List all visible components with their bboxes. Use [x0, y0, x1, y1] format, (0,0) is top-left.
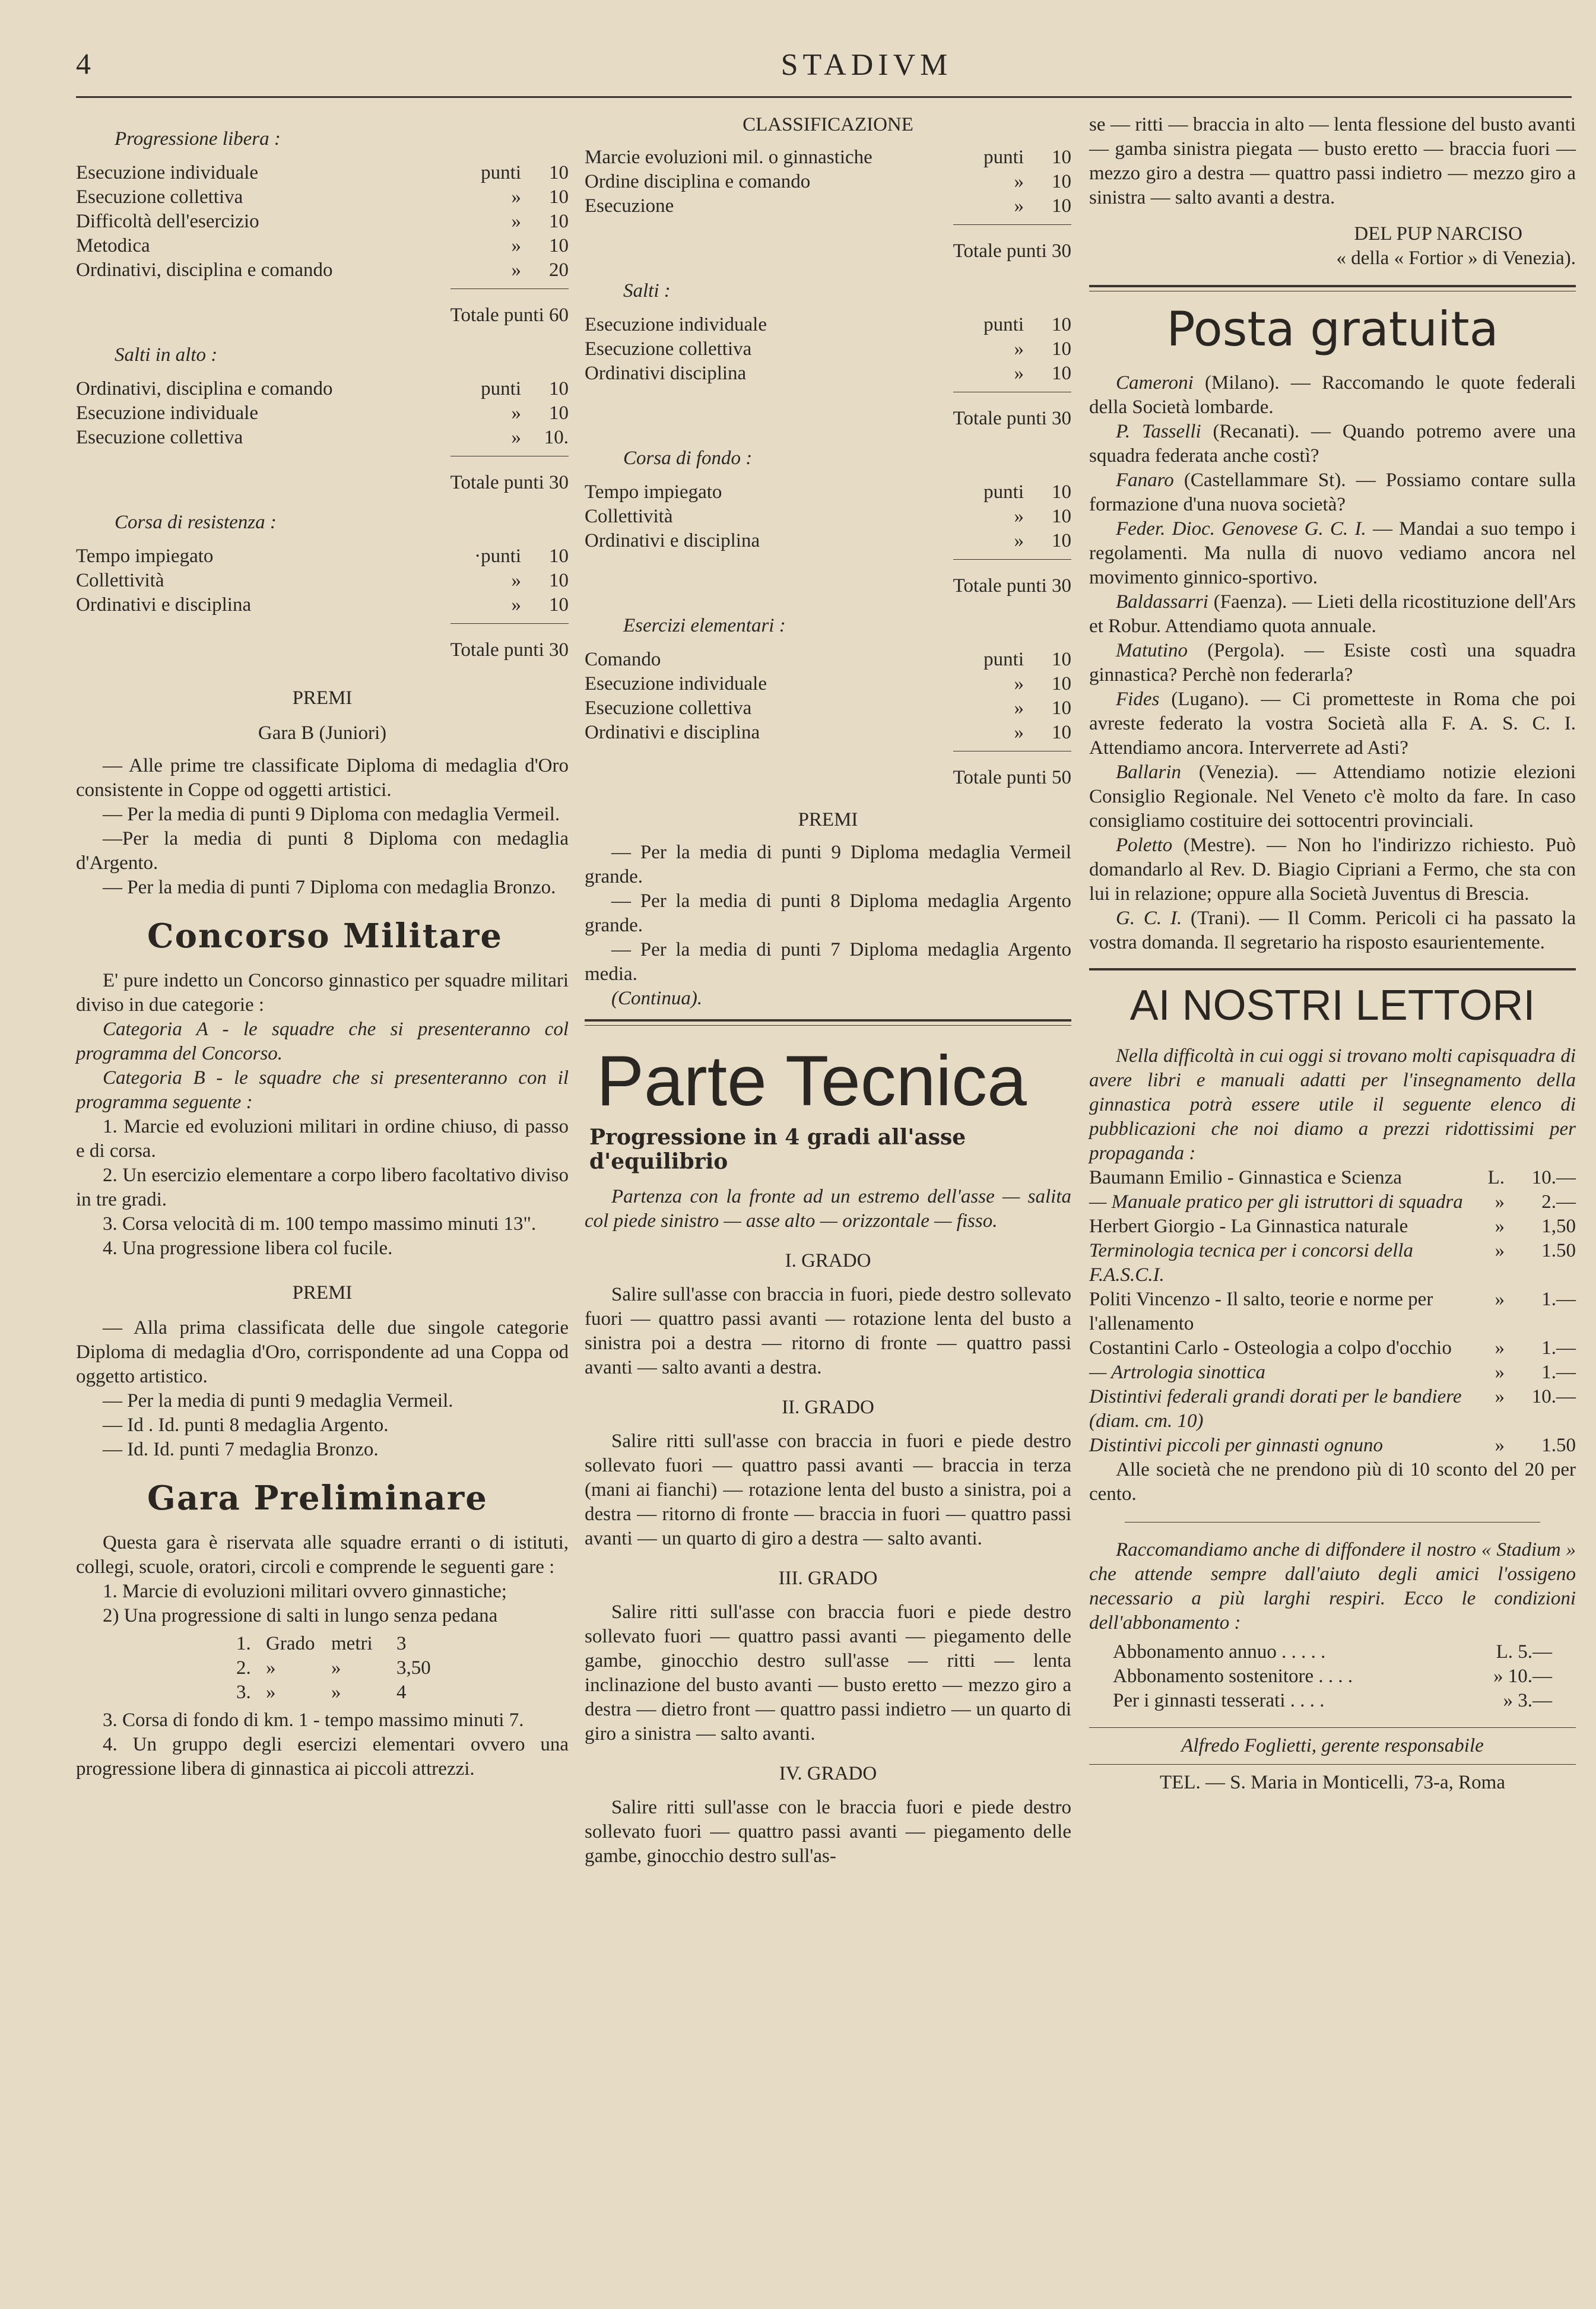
- score-unit: punti: [481, 378, 521, 399]
- paragraph: 1. Marcie ed evoluzioni militari in ordine chiuso, di passo e di corsa.: [76, 1116, 569, 1162]
- gara-b-heading: Gara B (Juniori): [258, 722, 387, 744]
- score-total: [585, 559, 1071, 598]
- posta-text: (Castellammare St). — Possiamo contare sulla formazione d'una nuova società?: [1089, 470, 1576, 515]
- score-row: [585, 696, 1071, 721]
- score-value: 10: [549, 186, 569, 208]
- book-text: Baumann Emilio - Ginnastica e Scienza: [1089, 1167, 1402, 1188]
- score-unit: punti: [983, 649, 1024, 670]
- grado-heading: III. GRADO: [778, 1568, 878, 1589]
- parte-tecnica-heading: Parte Tecnica: [596, 1041, 1027, 1121]
- paragraph: — Per la media di punti 9 Diploma medaglia Vermeil grande.: [585, 842, 1071, 887]
- author-name: DEL PUP NARCISO: [1354, 223, 1522, 245]
- paragraph: Salire ritti sull'asse con braccia in fuori e piede destro sollevato fuori — quattro passi avanti — braccia in terza (mani ai fianchi) — rotazione lenta del busto a sinistra, poi a destra — ritorno di fronte — braccia in fuori — quattro passi avanti — un quarto di giro a destra — salto avanti.: [585, 1431, 1071, 1549]
- score-unit: »: [511, 235, 521, 256]
- paragraph: Salire ritti sull'asse con braccia fuori e piede destro sollevato fuori — quattro passi avanti — piegamento delle gambe, ginocchio destro sull'asse — ritti — lenta inclinazione del busto avanti — busto eretto — mezzo giro a destra — dietro front — quattro passi indietro — un quarto di giro a sinistra — salto avanti.: [585, 1601, 1071, 1745]
- score-row: [585, 648, 1071, 672]
- posta-text: (Trani). — Il Comm. Pericoli ci ha passato la vostra domanda. Il segretario ha risposto esaurientemente.: [1089, 908, 1576, 953]
- score-unit: »: [1014, 673, 1024, 694]
- score-unit: »: [1014, 722, 1024, 743]
- score-unit: »: [1014, 338, 1024, 360]
- grado-heading: II. GRADO: [782, 1397, 874, 1418]
- score-value: 10: [1052, 506, 1071, 527]
- top-rule: [76, 96, 1572, 98]
- book-text: Politi Vincenzo - Il salto, teorie e norme per l'allenamento: [1089, 1289, 1433, 1334]
- score-value: 10.: [544, 427, 569, 448]
- score-value: 20: [549, 259, 569, 281]
- score-unit: »: [511, 259, 521, 281]
- book-price: 1.—: [1541, 1362, 1576, 1383]
- paragraph: Nella difficoltà in cui oggi si trovano molti capisquadra di avere libri e manuali adatti per l'insegnamento della ginnastica potrà essere utile il seguente elenco di pubblicazioni che noi diamo a prezzi ridottissimi per propaganda :: [1089, 1045, 1576, 1164]
- grado-heading: IV. GRADO: [779, 1763, 877, 1784]
- book-item: [1089, 1239, 1576, 1287]
- grado-row: [236, 1632, 569, 1656]
- score-label: Ordine disciplina e comando: [585, 171, 811, 192]
- score-label: Esecuzione: [585, 195, 674, 217]
- score-label: Esecuzione collettiva: [76, 186, 243, 208]
- book-item: [1089, 1433, 1576, 1458]
- score-table: [585, 648, 1071, 745]
- paragraph: E' pure indetto un Concorso ginnastico per squadre militari diviso in due categorie :: [76, 970, 569, 1016]
- paragraph: Raccomandiamo anche di diffondere il nostro « Stadium » che attende sempre dall'aiuto degli amici l'ossigeno necessario a più larghi respiri. Ecco le condizioni dell'abbonamento :: [1089, 1539, 1576, 1634]
- paragraph: 2. Un esercizio elementare a corpo libero facoltativo diviso in tre gradi.: [76, 1165, 569, 1210]
- page-number: 4: [76, 47, 91, 80]
- posta-text: (Recanati). — Quando potremo avere una squadra federata anche costì?: [1089, 421, 1576, 467]
- paragraph: — Per la media di punti 8 Diploma medaglia Argento grande.: [585, 890, 1071, 936]
- paragraph: — Per la media di punti 7 Diploma con medaglia Bronzo.: [103, 877, 556, 898]
- telephone-address: TEL. — S. Maria in Monticelli, 73-a, Roma: [1160, 1772, 1505, 1793]
- book-currency: »: [1495, 1191, 1505, 1213]
- score-row: [76, 377, 569, 401]
- score-row: [76, 593, 569, 617]
- score-row: [585, 194, 1071, 218]
- paragraph: — Per la media di punti 9 Diploma con medaglia Vermeil.: [103, 804, 560, 825]
- premi-heading: PREMI: [798, 809, 858, 830]
- column-3: [1089, 113, 1576, 1795]
- abbonamento-item: [1113, 1689, 1552, 1713]
- paragraph: Salire sull'asse con braccia in fuori, piede destro sollevato fuori — quattro passi avanti — rotazione lenta del busto a sinistra poi a destra — ritorno di fronte — quattro passi avanti — salto avanti a destra.: [585, 1284, 1071, 1378]
- posta-text: — Mandai a suo tempo i regolamenti. Ma nulla di nuovo vediamo ancora nel movimento ginnico-sportivo.: [1089, 518, 1576, 588]
- posta-item: [1089, 517, 1576, 590]
- score-value: 10: [549, 235, 569, 256]
- score-label: Collettività: [585, 506, 673, 527]
- score-row: [585, 313, 1071, 337]
- posta-name: Baldassarri: [1116, 591, 1208, 613]
- book-text: — Manuale pratico per gli istruttori di squadra: [1089, 1191, 1463, 1213]
- score-total: [585, 751, 1071, 790]
- score-unit: »: [511, 186, 521, 208]
- score-label: Ordinativi e disciplina: [585, 530, 760, 551]
- abbonamento-price: » 10.—: [1493, 1666, 1552, 1687]
- posta-item: [1089, 468, 1576, 517]
- score-value: 10: [1052, 481, 1071, 503]
- score-total: [585, 224, 1071, 264]
- grado-row: [236, 1680, 569, 1705]
- score-unit: punti: [481, 162, 521, 183]
- gara-preliminare-heading: Gara Preliminare: [147, 1479, 488, 1518]
- score-value: 10: [549, 570, 569, 591]
- score-value: 10: [549, 162, 569, 183]
- posta-name: Poletto: [1116, 835, 1173, 856]
- score-row: [585, 361, 1071, 386]
- book-currency: »: [1495, 1337, 1505, 1359]
- posta-name: Ballarin: [1116, 762, 1182, 783]
- book-list: [1089, 1166, 1576, 1458]
- score-total: [76, 456, 569, 495]
- posta-item: [1089, 687, 1576, 760]
- posta-item: [1089, 420, 1576, 468]
- book-text: — Artrologia sinottica: [1089, 1362, 1266, 1383]
- score-table: [76, 544, 569, 617]
- paragraph: Categoria A - le squadre che si presenteranno col programma del Concorso.: [76, 1019, 569, 1064]
- posta-text: (Faenza). — Lieti della ricostituzione dell'Ars et Robur. Attendiamo quota annuale.: [1089, 591, 1576, 637]
- section-rule: [1089, 285, 1576, 287]
- score-row: [585, 505, 1071, 529]
- book-item: [1089, 1190, 1576, 1214]
- score-unit: »: [1014, 697, 1024, 719]
- score-label: Difficoltà dell'esercizio: [76, 211, 259, 232]
- column-2: [585, 113, 1071, 1869]
- grado-c: 3: [396, 1633, 407, 1654]
- masthead: STADIVM: [780, 48, 953, 82]
- score-value: 10: [1052, 147, 1071, 168]
- book-currency: L.: [1487, 1167, 1505, 1188]
- score-value: 10: [1052, 530, 1071, 551]
- book-item: [1089, 1336, 1576, 1360]
- section-rule: [1125, 1522, 1540, 1523]
- paragraph: Salire ritti sull'asse con le braccia fuori e piede destro sollevato fuori — quattro passi avanti — piegamento delle gambe, ginocchio destro sull'as-: [585, 1797, 1071, 1867]
- posta-item: [1089, 906, 1576, 955]
- score-row: [585, 529, 1071, 553]
- book-item: [1089, 1360, 1576, 1385]
- grado-n: 1.: [236, 1633, 251, 1654]
- paragraph: — Alle prime tre classificate Diploma di medaglia d'Oro consistente in Coppe od oggetti artistici.: [76, 755, 569, 801]
- gerente: Alfredo Foglietti, gerente responsabile: [1181, 1735, 1484, 1756]
- paragraph: se — ritti — braccia in alto — lenta flessione del busto avanti — gamba sinistra piegata — busto eretto — braccia fuori — mezzo giro a destra — quattro passi indietro — mezzo giro a sinistra — salto avanti a destra.: [1089, 114, 1576, 208]
- posta-name: Fides: [1116, 689, 1160, 710]
- book-text: Distintivi federali grandi dorati per le bandiere (diam. cm. 10): [1089, 1386, 1462, 1432]
- score-value: 10: [549, 594, 569, 616]
- paragraph: 4. Una progressione libera col fucile.: [103, 1238, 393, 1259]
- paragraph: — Id. Id. punti 7 medaglia Bronzo.: [103, 1439, 379, 1460]
- abbonamento-price: L. 5.—: [1496, 1641, 1552, 1663]
- section-subtitle: Salti :: [623, 280, 671, 302]
- column-1: [76, 113, 569, 1781]
- book-price: 1.50: [1541, 1240, 1576, 1261]
- book-item: [1089, 1166, 1576, 1190]
- score-row: [76, 569, 569, 593]
- posta-name: Cameroni: [1116, 372, 1194, 394]
- score-label: Esecuzione collettiva: [585, 338, 752, 360]
- paragraph: — Alla prima classificata delle due singole categorie Diploma di medaglia d'Oro, corrispondente ad una Coppa od oggetto artistico.: [76, 1317, 569, 1387]
- score-row: [76, 544, 569, 569]
- score-label: Metodica: [76, 235, 150, 256]
- score-label: Ordinativi, disciplina e comando: [76, 259, 333, 281]
- score-value: 10: [549, 402, 569, 424]
- grado-c: 3,50: [396, 1657, 431, 1679]
- score-unit: »: [511, 427, 521, 448]
- score-row: [76, 426, 569, 450]
- score-row: [585, 480, 1071, 505]
- score-row: [585, 145, 1071, 170]
- score-value: 10: [549, 211, 569, 232]
- score-label: Ordinativi e disciplina: [76, 594, 252, 616]
- book-currency: »: [1495, 1362, 1505, 1383]
- score-label: Esecuzione individuale: [585, 673, 767, 694]
- score-total-text: Totale punti 30: [450, 456, 569, 495]
- grado-a: Grado: [266, 1633, 315, 1654]
- book-text: Herbert Giorgio - La Ginnastica naturale: [1089, 1216, 1408, 1237]
- grado-a: »: [266, 1682, 276, 1703]
- paragraph: Questa gara è riservata alle squadre erranti o di istituti, collegi, scuole, oratori, circoli e comprende le seguenti gare :: [76, 1532, 569, 1578]
- section-rule: [585, 1019, 1071, 1022]
- score-label: Esecuzione collettiva: [585, 697, 752, 719]
- score-value: 10: [1052, 673, 1071, 694]
- grado-c: 4: [396, 1682, 407, 1703]
- score-value: 10: [1052, 195, 1071, 217]
- paragraph: 2) Una progressione di salti in lungo senza pedana: [103, 1605, 498, 1626]
- book-price: 1.—: [1541, 1337, 1576, 1359]
- section-subtitle: Corsa di resistenza :: [115, 512, 277, 533]
- lettori-heading: AI NOSTRI LETTORI: [1129, 982, 1535, 1029]
- abbonamento-text: Per i ginnasti tesserati . . . .: [1113, 1690, 1325, 1711]
- book-text: Costantini Carlo - Osteologia a colpo d'occhio: [1089, 1337, 1452, 1359]
- paragraph: 3. Corsa di fondo di km. 1 - tempo massimo minuti 7.: [103, 1709, 524, 1731]
- score-unit: »: [1014, 363, 1024, 384]
- paragraph: — Per la media di punti 9 medaglia Vermeil.: [103, 1390, 453, 1412]
- score-unit: »: [511, 594, 521, 616]
- grado-b: metri: [331, 1633, 373, 1654]
- score-table: [76, 377, 569, 450]
- paragraph: 3. Corsa velocità di m. 100 tempo massimo minuti 13".: [103, 1213, 537, 1235]
- book-currency: »: [1495, 1240, 1505, 1261]
- score-unit: »: [1014, 195, 1024, 217]
- score-total: [585, 392, 1071, 431]
- paragraph: 1. Marcie di evoluzioni militari ovvero ginnastiche;: [103, 1581, 507, 1602]
- gradi-table: [236, 1632, 569, 1705]
- score-row: [585, 337, 1071, 361]
- posta-item: [1089, 760, 1576, 833]
- score-value: 10: [1052, 722, 1071, 743]
- section-subtitle: Esercizi elementari :: [623, 615, 786, 636]
- score-label: Ordinativi e disciplina: [585, 722, 760, 743]
- book-item: [1089, 1385, 1576, 1433]
- score-unit: »: [1014, 506, 1024, 527]
- book-price: 10.—: [1531, 1386, 1576, 1407]
- score-unit: punti: [983, 147, 1024, 168]
- score-row: [585, 170, 1071, 194]
- score-value: 10: [1052, 171, 1071, 192]
- posta-text: (Venezia). — Attendiamo notizie elezioni Consiglio Regionale. Nel Veneto c'è molto da fare. In caso consigliamo costituire dei sottocentri provinciali.: [1089, 762, 1576, 832]
- author-affiliation: « della « Fortior » di Venezia).: [1336, 248, 1576, 269]
- grado-a: »: [266, 1657, 276, 1679]
- section-rule: [1089, 1764, 1576, 1765]
- score-value: 10: [1052, 697, 1071, 719]
- grado-b: »: [331, 1682, 341, 1703]
- book-item: [1089, 1214, 1576, 1239]
- book-price: 1.—: [1541, 1289, 1576, 1310]
- score-row: [76, 258, 569, 283]
- posta-gratuita-heading: Posta gratuita: [1166, 302, 1499, 357]
- score-table: [585, 480, 1071, 553]
- score-unit: »: [511, 211, 521, 232]
- score-unit: »: [1014, 171, 1024, 192]
- section-subtitle: Corsa di fondo :: [623, 448, 753, 469]
- progressione-heading: Progressione in 4 gradi all'asse d'equilibrio: [589, 1125, 966, 1174]
- score-row: [76, 234, 569, 258]
- posta-name: Feder. Dioc. Genovese G. C. I.: [1116, 518, 1366, 540]
- score-unit: »: [1014, 530, 1024, 551]
- score-table: [585, 313, 1071, 386]
- abbonamento-item: [1113, 1664, 1552, 1689]
- book-currency: »: [1495, 1435, 1505, 1456]
- book-currency: »: [1495, 1386, 1505, 1407]
- score-label: Esecuzione individuale: [585, 314, 767, 335]
- score-total-text: Totale punti 30: [953, 224, 1071, 264]
- posta-item: [1089, 833, 1576, 906]
- grado-n: 2.: [236, 1657, 251, 1679]
- abbonamento-text: Abbonamento annuo . . . . .: [1113, 1641, 1326, 1663]
- premi-heading: PREMI: [292, 687, 353, 709]
- score-label: Collettività: [76, 570, 164, 591]
- grado-b: »: [331, 1657, 341, 1679]
- posta-item: [1089, 371, 1576, 420]
- paragraph: — Id . Id. punti 8 medaglia Argento.: [103, 1414, 389, 1436]
- score-total-text: Totale punti 30: [953, 392, 1071, 431]
- score-value: 10: [1052, 314, 1071, 335]
- book-currency: »: [1495, 1216, 1505, 1237]
- grado-n: 3.: [236, 1682, 251, 1703]
- score-unit: punti: [983, 481, 1024, 503]
- grado-heading: I. GRADO: [785, 1250, 871, 1271]
- abbonamento-text: Abbonamento sostenitore . . . .: [1113, 1666, 1353, 1687]
- score-row: [76, 185, 569, 210]
- score-label: Ordinativi, disciplina e comando: [76, 378, 333, 399]
- score-table: [585, 145, 1071, 218]
- score-total-text: Totale punti 30: [953, 559, 1071, 598]
- paragraph: 4. Un gruppo degli esercizi elementari ovvero una progressione libera di ginnastica ai piccoli attrezzi.: [76, 1734, 569, 1780]
- score-unit: »: [511, 570, 521, 591]
- book-price: 10.—: [1531, 1167, 1576, 1188]
- book-price: 1.50: [1541, 1435, 1576, 1456]
- section-subtitle: Progressione libera :: [115, 128, 281, 150]
- section-subtitle: Salti in alto :: [115, 344, 218, 366]
- score-row: [76, 401, 569, 426]
- score-unit: punti: [983, 314, 1024, 335]
- score-value: 10: [549, 545, 569, 567]
- score-table: [76, 161, 569, 283]
- grado-row: [236, 1656, 569, 1680]
- score-label: Comando: [585, 649, 661, 670]
- posta-name: Matutino: [1116, 640, 1188, 661]
- continua: (Continua).: [611, 988, 703, 1009]
- premi-heading: PREMI: [292, 1282, 353, 1303]
- paragraph: Partenza con la fronte ad un estremo dell'asse — salita col piede sinistro — asse alto — orizzontale — fisso.: [585, 1186, 1071, 1232]
- score-value: 10: [549, 378, 569, 399]
- score-row: [76, 210, 569, 234]
- section-rule: [1089, 1727, 1576, 1728]
- score-value: 10: [1052, 363, 1071, 384]
- concorso-militare-heading: Concorso Militare: [147, 916, 503, 956]
- section-rule: [585, 1025, 1071, 1026]
- book-price: 2.—: [1541, 1191, 1576, 1213]
- posta-item: [1089, 639, 1576, 687]
- score-total: [76, 623, 569, 662]
- posta-name: G. C. I.: [1116, 908, 1182, 929]
- book-item: [1089, 1287, 1576, 1336]
- score-label: Ordinativi disciplina: [585, 363, 747, 384]
- classificazione-heading: CLASSIFICAZIONE: [743, 114, 913, 135]
- posta-text: (Lugano). — Ci prometteste in Roma che poi avreste federato la vostra Società alla F. A. S. C. I. Attendiamo ancora. Interverrete ad Asti?: [1089, 689, 1576, 759]
- section-rule: [1089, 968, 1576, 970]
- paragraph: Categoria B - le squadre che si presenteranno con il programma seguente :: [76, 1067, 569, 1113]
- score-total: [76, 288, 569, 328]
- abbonamento-item: [1113, 1640, 1552, 1664]
- score-total-text: Totale punti 50: [953, 751, 1071, 790]
- score-label: Esecuzione individuale: [76, 402, 258, 424]
- abbonamenti-list: [1113, 1640, 1552, 1713]
- score-value: 10: [1052, 338, 1071, 360]
- abbonamento-price: » 3.—: [1503, 1690, 1552, 1711]
- posta-item: [1089, 590, 1576, 639]
- posta-text: (Pergola). — Esiste costì una squadra ginnastica? Perchè non federarla?: [1089, 640, 1576, 686]
- paragraph: Alle società che ne prendono più di 10 sconto del 20 per cento.: [1089, 1459, 1576, 1505]
- book-currency: »: [1495, 1289, 1505, 1310]
- posta-text: (Mestre). — Non ho l'indirizzo richiesto. Può domandarlo al Rev. D. Biagio Cipriani a Fermo, che sta con lui in relazione; oppure alla Società Juventus di Brescia.: [1089, 835, 1576, 905]
- score-label: Marcie evoluzioni mil. o ginnastiche: [585, 147, 872, 168]
- score-unit: ·punti: [474, 545, 521, 567]
- score-row: [585, 672, 1071, 696]
- paragraph: — Per la media di punti 7 Diploma medaglia Argento media.: [585, 939, 1071, 985]
- score-unit: »: [511, 402, 521, 424]
- book-text: Terminologia tecnica per i concorsi della F.A.S.C.I.: [1089, 1240, 1413, 1286]
- score-value: 10: [1052, 649, 1071, 670]
- paragraph: —Per la media di punti 8 Diploma con medaglia d'Argento.: [76, 828, 569, 874]
- score-label: Esecuzione individuale: [76, 162, 258, 183]
- score-row: [76, 161, 569, 185]
- score-label: Esecuzione collettiva: [76, 427, 243, 448]
- score-total-text: Totale punti 60: [450, 288, 569, 328]
- score-label: Tempo impiegato: [585, 481, 722, 503]
- book-text: Distintivi piccoli per ginnasti ognuno: [1089, 1435, 1383, 1456]
- posta-name: Fanaro: [1116, 470, 1174, 491]
- posta-text: (Milano). — Raccomando le quote federali della Società lombarde.: [1089, 372, 1576, 418]
- posta-name: P. Tasselli: [1116, 421, 1201, 442]
- score-total-text: Totale punti 30: [450, 623, 569, 662]
- book-price: 1,50: [1541, 1216, 1576, 1237]
- score-label: Tempo impiegato: [76, 545, 214, 567]
- score-row: [585, 721, 1071, 745]
